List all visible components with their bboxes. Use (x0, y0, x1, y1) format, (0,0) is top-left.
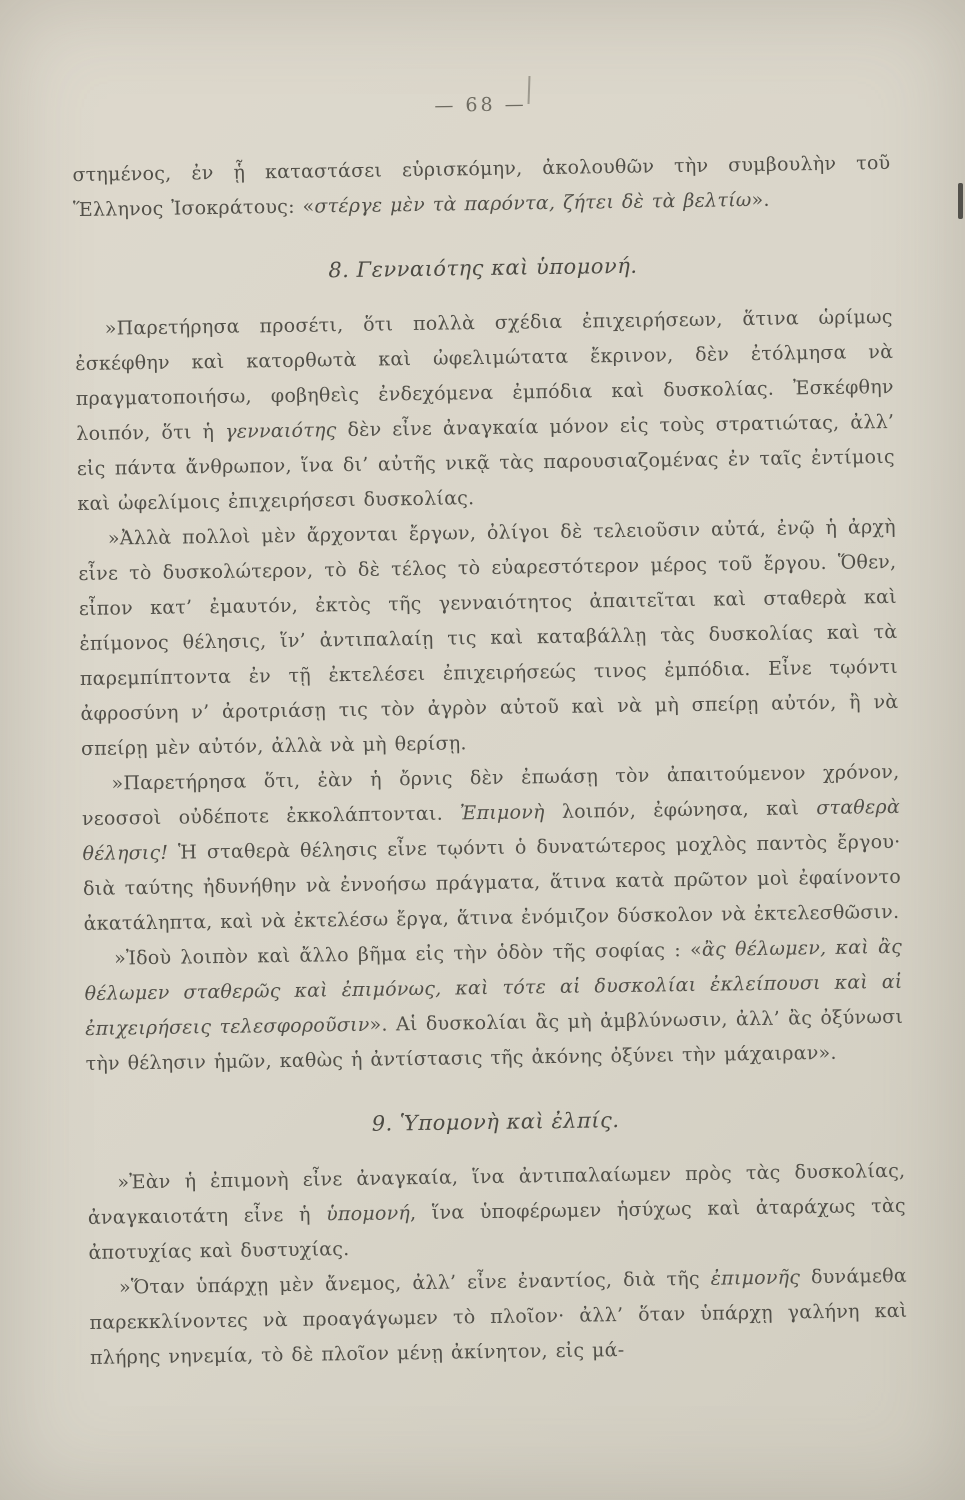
text-run: »Παρετήρησα προσέτι, ὅτι πολλὰ σχέδια ἐπιχειρήσεων, ἅτινα ὡρίμως ἐσκέφθην καὶ κατορθωτὰ καὶ ὠφελιμώτατα ἔκρινον, δὲν ἐτόλμησα νὰ πραγματοποιήσω, φοβηθεὶς ἐνδεχόμενα ἐμπόδια καὶ δυσκολίας. Ἐσκέφθην λοιπόν, ὅτι ἡ (74, 305, 894, 446)
text-block (69, 0, 907, 1376)
scan-artifact-edge-mark (958, 183, 963, 219)
emphasized-text: ὑπομονή (325, 1202, 410, 1226)
text-run: , ἵνα ὑποφέρωμεν ἡσύχως καὶ ἀταράχως τὰς ἀποτυχίας καὶ δυστυχίας. (87, 1194, 906, 1264)
emphasized-text: Ἐπιμονὴ (459, 801, 545, 825)
text-run: »Ἐὰν ἡ ἐπιμονὴ εἶνε ἀναγκαία, ἵνα ἀντιπαλαίωμεν πρὸς τὰς δυσκολίας, ἀναγκαιοτάτη εἶνε ἡ (87, 1159, 906, 1229)
paragraph (87, 1154, 906, 1271)
text-run: ». (750, 188, 770, 212)
paragraph (74, 300, 895, 522)
text-run: στημένος, ἐν ᾗ καταστάσει εὑρισκόμην, ἀκολουθῶν τὴν συμβουλὴν τοῦ Ἕλληνος Ἰσοκράτους: « (71, 151, 891, 222)
paragraph (81, 755, 902, 942)
page-number: — 68 — (433, 93, 527, 117)
text-run: 9. Ὑπομονὴ καὶ ἐλπίς. (371, 1108, 620, 1136)
emphasized-text: ἐπιμονῆς (710, 1266, 800, 1290)
text-run: »Ἰδοὺ λοιπὸν καὶ ἄλλο βῆμα εἰς τὴν ὁδὸν τῆς σοφίας : « (113, 938, 702, 970)
paragraph (88, 1259, 907, 1376)
emphasized-text: γενναιότης (224, 419, 337, 443)
text-run: λοιπόν, ἐφώνησα, καὶ (544, 797, 816, 824)
text-run: 8. Γενναιότης καὶ ὑπομονή. (327, 253, 638, 283)
content (72, 146, 908, 1376)
text-run: »Ἀλλὰ πολλοὶ μὲν ἄρχονται ἔργων, ὀλίγοι δὲ τελειοῦσιν αὐτά, ἐνῷ ἡ ἀρχὴ εἶνε τὸ δυσκολώτερον, τὸ δὲ τέλος τὸ εὐαρεστότερον μέρος τοῦ ἔργου. Ὅθεν, εἶπον κατ’ ἐμαυτόν, ἐκτὸς τῆς γενναιότητος ἀπαιτεῖται καὶ σταθερὰ καὶ ἐπίμονος θέλησις, ἵν’ ἀντιπαλαίῃ τις καὶ καταβάλλῃ τὰς δυσκολίας καὶ τὰ παρεμπίπτοντα ἐν τῇ ἐκτελέσει ἐπιχειρήσεώς τινος ἐμπόδια. Εἶνε τῳόντι ἀφροσύνη ν’ ἀροτριάσῃ τις τὸν ἀγρὸν αὐτοῦ καὶ νὰ μὴ σπείρῃ αὐτόν, ἢ νὰ σπείρῃ μὲν αὐτόν, ἀλλὰ νὰ μὴ θερίσῃ. (77, 515, 899, 761)
text-run: »Παρετήρησα ὅτι, ἐὰν ἡ ὄρνις δὲν ἐπωάσῃ τὸν ἀπαιτούμενον χρόνον, νεοσσοὶ οὐδέποτε ἐκκολάπτονται. (81, 760, 900, 831)
text-run: ». Αἱ δυσκολίαι ἂς μὴ ἀμβλύνωσιν, ἀλλ’ ἂς ὀξύνωσι τὴν θέλησιν ἡμῶν, καθὼς ἡ ἀντίστασις τῆς ἀκόνης ὀξύνει τὴν μάχαιραν». (85, 1005, 903, 1075)
text-run: δὲν εἶνε ἀναγκαία μόνον εἰς τοὺς στρατιώτας, ἀλλ’ εἰς πάντα ἄνθρωπον, ἵνα δι’ αὐτῆς νικᾷ τὰς παρουσιαζομένας ἐν ταῖς ἐντίμοις καὶ ὠφελίμοις ἐπιχειρήσεσι δυσκολίας. (76, 410, 895, 516)
emphasized-text: σταθερὰ θέλησις! (81, 795, 900, 866)
section-heading (73, 250, 891, 286)
text-run: »Ὅταν ὑπάρχῃ μὲν ἄνεμος, ἀλλ’ εἶνε ἐναντίος, διὰ τῆς (118, 1267, 711, 1299)
emphasized-text: στέργε μὲν τὰ παρόντα, ζήτει δὲ τὰ βελτίω (313, 189, 752, 218)
section-heading (86, 1104, 904, 1140)
paragraph (83, 930, 903, 1082)
text-run: Ἡ σταθερὰ θέλησις εἶνε τῳόντι ὁ δυνατώτερος μοχλὸς παντὸς ἔργου· διὰ ταύτης ἠδυνήθην νὰ ἐννοήσω πράγματα, ἅτινα κατὰ πρῶτον μοὶ ἐφαίνοντο ἀκατάληπτα, καὶ νὰ ἐκτελέσω ἔργα, ἅτινα ἐνόμιζον δύσκολον νὰ ἐκτελεσθῶσιν. (82, 830, 901, 935)
text-run: δυνάμεθα παρεκκλίνοντες νὰ προαγάγωμεν τὸ πλοῖον· ἀλλ’ ὅταν ὑπάρχῃ γαλήνη καὶ πλήρης νηνεμία, τὸ δὲ πλοῖον μένῃ ἀκίνητον, εἰς μά- (88, 1264, 908, 1369)
paragraph (72, 146, 891, 228)
paragraph (77, 510, 899, 767)
emphasized-text: ἂς θέλωμεν, καὶ ἂς θέλωμεν σταθερῶς καὶ ἐπιμόνως, καὶ τότε αἱ δυσκολίαι ἐκλείπουσι καὶ αἱ ἐπιχειρήσεις τελεσφοροῦσιν (83, 935, 903, 1040)
